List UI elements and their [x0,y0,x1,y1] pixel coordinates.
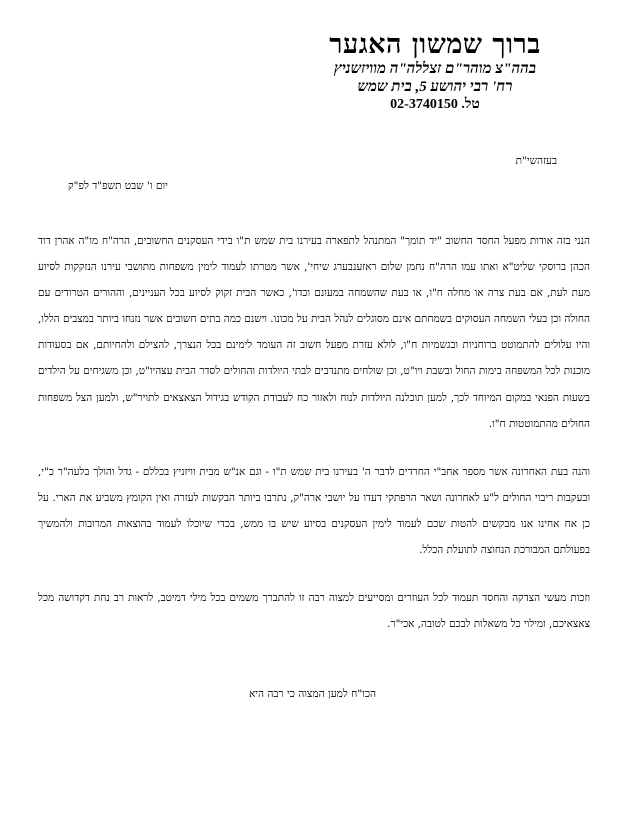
letterhead-phone [285,96,585,114]
letter-body [38,228,590,637]
signoff: הכו"ח למען המצוה כי רבה היא [248,688,377,700]
phone-number: 02-3740150 [390,97,458,112]
letter-date: יום ו' שבט תשפ"ד לפ"ק [68,180,168,192]
paragraph-1: הנני בזה אודות מפעל החסד החשוב "יד תומך" המתנהל לתפארה בעירנו בית שמש ת"ו בידי העסקנים החשובים, הרה"ח מו"ה אהרן דוד הכהן ברוסקי שליט"א ואתו עמו הרה"ח נחמן שלום ראזענבערג שיחי', אשר מטרתו לעמוד לימין משפחות מתושבי עירנו הנזקקות לסיוע מעת לעת, אם בעת צרה או מחלה ח"ו, או בעת שהשמחה במעונם וכדו', כאשר הבית זקוק לסיוע בכל העניינים, וההורים הטרודים עם החולה וכן בעלי השמחה העסוקים בשמחתם אינם מסוגלים לנהל הבית על מכונו. וישנם כמה בתים חשובים אשר נזנחו ביותר במצבים הללו, והיו עלולים להתמוטט ברוחניות ובגשמיות ח"ו, לולא עזרת מפעל חשוב זה העומד לימינם בכל הנצרך, להצילם ולהחיותם, אם בסעודות מוכנות לכל המשפחה בימות החול ובשבת ויו"ט, וכן שולחים מתנדבים לבתי היולדות והחולים לסדר הבית עצהיו"ט, וכן משגיחים על הילדים בשעות הפנאי במקום המיוחד לכך, למען תוכלנה היולדות לנוח ולאזור כח לעבודת הקודש בגידול הצאצאים לתויר"ש, ולמען הצל משפחות החולים מהתמוטטות ח"ו. [38,235,590,430]
paragraph-2: והנה בעת האחרונה אשר מספר אחב"י החרדים לדבר ה' בעירנו בית שמש ת"ו - וגם אנ"ש מבית וויזניץ בכללם - גדל והולך בלעה"ר כ"י, ובעקבות ריבוי החולים ל"ע לאחרונה ושאר הרפתקי דעדו על יושבי ארה"ק, נתרבו ביותר הבקשות לעזרה ואין הקומץ משביע את הארי. על כן אח אחינו אנו מבקשים להטות שכם לעמוד לימין העסקנים בסיוע שיש בו ממש, בכדי שיוכלו לעמוד בהוצאות המרובות ולהמשיך בפעולתם המבורכת הנחוצה לתועלת הכלל. [38,465,590,557]
paragraph-3: וזכות מעשי הצדקה והחסד תעמוד לכל העוזרים ומסייעים למצוה רבה זו להתברך משמים בכל מילי דמיטב, לראות רב נחת דקדושה מכל צאצאיכם, ומילוי כל משאלות לבכם לטובה, אכי"ר. [38,592,590,631]
letterhead-address: רח' רבי יהושע 5, בית שמש [357,79,513,95]
bsd-heading: בעזהשי"ת [515,155,557,167]
letterhead [285,30,585,114]
letterhead-name: ברוך שמשון האגער [329,29,541,60]
letterhead-lineage: בהה"צ מוהר"ם זצללה"ה מוויזשניץ [334,61,536,77]
phone-label: טל. [461,97,480,112]
